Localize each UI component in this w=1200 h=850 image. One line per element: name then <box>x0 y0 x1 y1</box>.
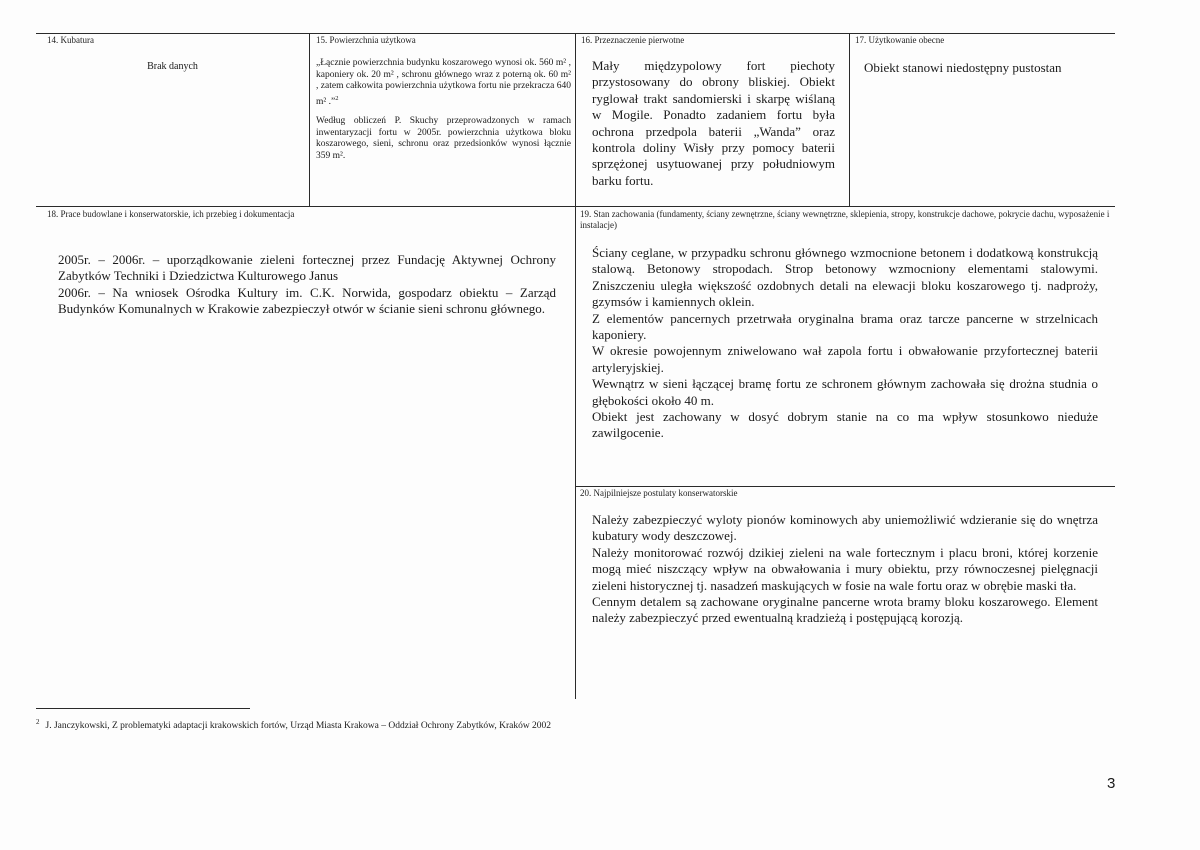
column-divider-3 <box>849 33 850 206</box>
section-18-entry-2: 2006r. – Na wniosek Ośrodka Kultury im. C.K. Norwida, gospodarz obiektu – Zarząd Budynków Komunalnych w Krakowie zabezpieczył otwór w ścianie sieni schronu głównego. <box>58 284 556 317</box>
section-18-entry-1: 2005r. – 2006r. – uporządkowanie zieleni fortecznej przez Fundację Aktywnej Ochrony Zabytków Techniki i Dziedzictwa Kulturowego Janus <box>58 252 556 284</box>
section-14-label: 14. Kubatura <box>47 35 94 45</box>
section-19-paragraph: W okresie powojennym zniwelowano wał zapola fortu i obwałowanie przyfortecznej baterii artyleryjskiej. <box>592 343 1098 375</box>
section-19-paragraph: Ściany ceglane, w przypadku schronu głównego wzmocnione betonem i dodatkową konstrukcją stalową. Betonowy stropodach. Strop betonowy wzmocniony elementami stalowymi. Zniszczeniu uległa większość ozdobnych detali na elewacji bloku koszarowego tj. nadproży, gzymsów i kamiennych oklein. <box>592 245 1098 310</box>
footnote-text: J. Janczykowski, Z problematyki adaptacji krakowskich fortów, Urząd Miasta Krakowa – Oddział Ochrony Zabytków, Kraków 2002 <box>45 721 552 732</box>
section-17-label: 17. Użytkowanie obecne <box>855 35 945 45</box>
section-15-calculation: Według obliczeń P. Skuchy przeprowadzonych w ramach inwentaryzacji fortu w 2005r. powierzchnia użytkowa bloku koszarowego, sieni, schronu oraz przedsionków wynosi łącznie 359 m². <box>316 116 571 161</box>
row-divider-2 <box>575 486 1115 487</box>
section-17-text: Obiekt stanowi niedostępny pustostan <box>864 60 1062 75</box>
section-20-paragraph: Należy monitorować rozwój dzikiej zieleni na wale fortecznym i placu broni, której korzenie mogą mieć niszczący wpływ na obwałowania i mury obiektu, przy równoczesnej pielęgnacji zieleni historycznej tj. nasadzeń maskujących w fosie na wale fortu oraz w obrębie maski tła. <box>592 544 1098 593</box>
section-20-paragraph: Cennym detalem są zachowane oryginalne pancerne wrota bramy bloku koszarowego. Element należy zabezpieczyć przed ewentualną kradzieżą i postępującą korozją. <box>592 594 1098 626</box>
section-20-content <box>592 512 1098 627</box>
section-15-quote <box>316 58 571 108</box>
footnote-reference: 2 <box>335 94 339 102</box>
section-16-label: 16. Przeznaczenie pierwotne <box>581 35 685 45</box>
section-15-content <box>316 58 571 162</box>
section-19-label: 19. Stan zachowania (fundamenty, ściany zewnętrzne, ściany wewnętrzne, sklepienia, stropy, konstrukcje dachowe, pokrycie dachu, wyposażenie i instalacje) <box>580 209 1110 230</box>
section-19-paragraph: Wewnątrz w sieni łączącej bramę fortu ze schronem głównym zachowała się drożna studnia o głębokości około 40 m. <box>592 376 1098 408</box>
section-14-value: Brak danych <box>147 61 198 72</box>
section-18-content <box>58 252 556 318</box>
section-20-paragraph: Należy zabezpieczyć wyloty pionów kominowych aby uniemożliwić wdzieranie się do wnętrza kubatury wody deszczowej. <box>592 512 1098 544</box>
section-19-paragraph: Obiekt jest zachowany w dosyć dobrym stanie na co ma wpływ stosunkowo nieduże zawilgocenie. <box>592 409 1098 441</box>
column-divider-1 <box>309 33 310 206</box>
footnote <box>36 716 551 732</box>
footnote-mark: 2 <box>36 718 40 726</box>
section-19-paragraph: Z elementów pancernych przetrwała oryginalna brama oraz tarcze pancerne w strzelnicach kaponiery. <box>592 310 1098 343</box>
section-18-label: 18. Prace budowlane i konserwatorskie, ich przebieg i dokumentacja <box>47 209 295 219</box>
section-20-label: 20. Najpilniejsze postulaty konserwatorskie <box>580 488 738 498</box>
section-19-content <box>592 245 1098 442</box>
footnote-separator <box>36 708 250 709</box>
column-divider-2 <box>575 33 576 699</box>
section-16-text: Mały międzypolowy fort piechoty przystosowany do obrony bliskiej. Obiekt ryglował trakt sandomierski i skarpę wiślaną w Mogile. Ponadto zadaniem fortu była ochrona przedpola baterii „Wanda” oraz kontrola doliny Wisły przy pomocy baterii sprzężonej usytuowanej przy południowym barku fortu. <box>592 58 835 188</box>
section-15-quote-text: „Łącznie powierzchnia budynku koszarowego wynosi ok. 560 m² , kaponiery ok. 20 m² , schronu głównego wraz z poterną ok. 60 m² , zatem całkowita powierzchnia użytkowa fortu nie przekracza 640 m² .” <box>316 58 571 107</box>
page-number: 3 <box>1107 775 1116 792</box>
section-15-label: 15. Powierzchnia użytkowa <box>316 35 416 45</box>
